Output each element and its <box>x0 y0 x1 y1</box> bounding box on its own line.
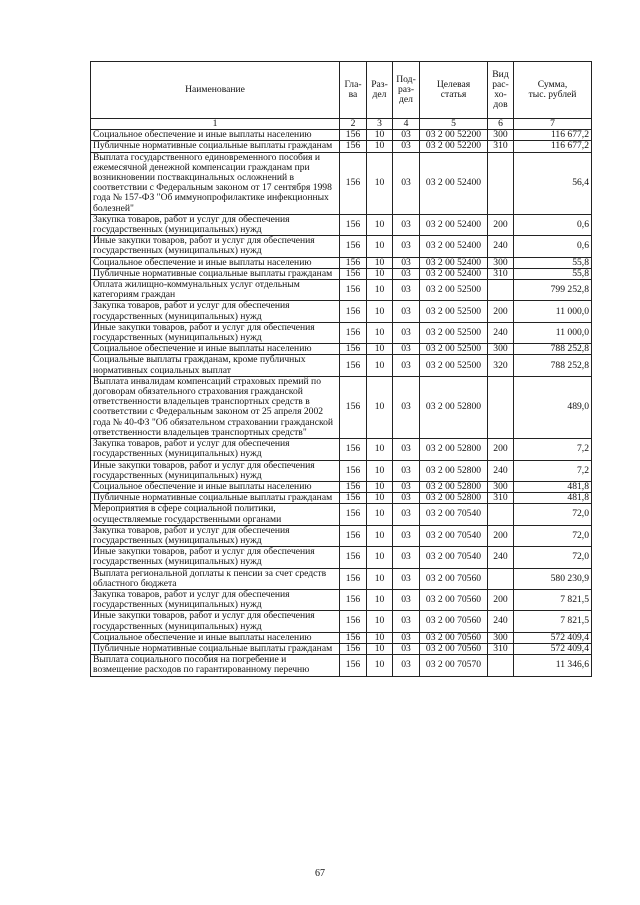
cell-razdel: 10 <box>367 589 393 610</box>
cell-podrazdel: 03 <box>393 280 420 301</box>
cell-summa: 788 252,8 <box>514 355 592 376</box>
cell-summa: 7,2 <box>514 439 592 460</box>
cell-vid: 320 <box>488 355 514 376</box>
column-number: 3 <box>367 119 393 130</box>
header-summa: Сумма, тыс. рублей <box>514 62 592 119</box>
cell-vid: 300 <box>488 344 514 355</box>
cell-razdel: 10 <box>367 152 393 214</box>
header-row <box>91 62 592 119</box>
cell-glava: 156 <box>340 257 367 268</box>
column-number: 2 <box>340 119 367 130</box>
cell-summa: 72,0 <box>514 547 592 568</box>
cell-summa: 72,0 <box>514 525 592 546</box>
cell-podrazdel: 03 <box>393 611 420 632</box>
cell-name: Публичные нормативные социальные выплаты гражданам <box>91 493 340 504</box>
cell-summa: 11 346,6 <box>514 655 592 676</box>
table-row <box>91 460 592 481</box>
cell-statya: 03 2 00 52800 <box>420 460 488 481</box>
cell-glava: 156 <box>340 141 367 152</box>
cell-podrazdel: 03 <box>393 589 420 610</box>
table-row <box>91 439 592 460</box>
cell-glava: 156 <box>340 130 367 141</box>
cell-vid: 310 <box>488 141 514 152</box>
cell-vid: 200 <box>488 214 514 235</box>
cell-glava: 156 <box>340 643 367 654</box>
cell-podrazdel: 03 <box>393 439 420 460</box>
cell-summa: 799 252,8 <box>514 280 592 301</box>
cell-name: Социальное обеспечение и иные выплаты населению <box>91 344 340 355</box>
cell-summa: 7 821,5 <box>514 611 592 632</box>
cell-summa: 11 000,0 <box>514 301 592 322</box>
cell-summa: 489,0 <box>514 376 592 438</box>
cell-statya: 03 2 00 52500 <box>420 280 488 301</box>
cell-podrazdel: 03 <box>393 152 420 214</box>
cell-statya: 03 2 00 70560 <box>420 632 488 643</box>
table-row <box>91 322 592 343</box>
cell-podrazdel: 03 <box>393 344 420 355</box>
cell-summa: 55,8 <box>514 268 592 279</box>
column-number: 1 <box>91 119 340 130</box>
column-number: 4 <box>393 119 420 130</box>
cell-razdel: 10 <box>367 301 393 322</box>
cell-vid: 240 <box>488 611 514 632</box>
table-row <box>91 493 592 504</box>
cell-glava: 156 <box>340 236 367 257</box>
cell-razdel: 10 <box>367 236 393 257</box>
cell-glava: 156 <box>340 632 367 643</box>
cell-name: Мероприятия в сфере социальной политики, осуществляемые государственными органами <box>91 504 340 525</box>
cell-vid: 310 <box>488 493 514 504</box>
cell-summa: 116 677,2 <box>514 141 592 152</box>
cell-glava: 156 <box>340 344 367 355</box>
table-row <box>91 301 592 322</box>
budget-table <box>90 61 592 677</box>
cell-glava: 156 <box>340 439 367 460</box>
cell-vid: 300 <box>488 130 514 141</box>
cell-statya: 03 2 00 70560 <box>420 568 488 589</box>
cell-podrazdel: 03 <box>393 214 420 235</box>
header-statya: Целевая статья <box>420 62 488 119</box>
cell-vid: 200 <box>488 525 514 546</box>
cell-vid: 200 <box>488 589 514 610</box>
column-number: 6 <box>488 119 514 130</box>
cell-vid: 200 <box>488 301 514 322</box>
cell-podrazdel: 03 <box>393 460 420 481</box>
cell-vid: 240 <box>488 322 514 343</box>
cell-razdel: 10 <box>367 568 393 589</box>
table-row <box>91 589 592 610</box>
table-row <box>91 655 592 676</box>
cell-name: Иные закупки товаров, работ и услуг для обеспечения государственных (муниципальных) нужд <box>91 322 340 343</box>
table-row <box>91 355 592 376</box>
cell-name: Публичные нормативные социальные выплаты гражданам <box>91 141 340 152</box>
cell-statya: 03 2 00 52500 <box>420 344 488 355</box>
cell-glava: 156 <box>340 214 367 235</box>
cell-razdel: 10 <box>367 504 393 525</box>
cell-glava: 156 <box>340 355 367 376</box>
cell-name: Публичные нормативные социальные выплаты гражданам <box>91 268 340 279</box>
cell-name: Выплата региональной доплаты к пенсии за счет средств областного бюджета <box>91 568 340 589</box>
cell-summa: 572 409,4 <box>514 643 592 654</box>
table-row <box>91 268 592 279</box>
cell-razdel: 10 <box>367 322 393 343</box>
cell-razdel: 10 <box>367 280 393 301</box>
cell-glava: 156 <box>340 301 367 322</box>
cell-vid: 240 <box>488 236 514 257</box>
cell-podrazdel: 03 <box>393 632 420 643</box>
cell-glava: 156 <box>340 525 367 546</box>
cell-statya: 03 2 00 52500 <box>420 301 488 322</box>
cell-glava: 156 <box>340 655 367 676</box>
cell-statya: 03 2 00 70560 <box>420 589 488 610</box>
cell-summa: 56,4 <box>514 152 592 214</box>
cell-name: Иные закупки товаров, работ и услуг для обеспечения государственных (муниципальных) нужд <box>91 236 340 257</box>
cell-razdel: 10 <box>367 493 393 504</box>
table-row <box>91 481 592 492</box>
cell-glava: 156 <box>340 504 367 525</box>
cell-summa: 116 677,2 <box>514 130 592 141</box>
cell-podrazdel: 03 <box>393 301 420 322</box>
table-row <box>91 611 592 632</box>
cell-podrazdel: 03 <box>393 257 420 268</box>
cell-name: Выплата государственного единовременного пособия и ежемесячной денежной компенсации гражданам при возникновении поствакцинальных осложнений в соответствии с Федеральным законом от 17 сентября 1998 года № 157-ФЗ "Об иммунопрофилактике инфекционных болезней" <box>91 152 340 214</box>
cell-razdel: 10 <box>367 632 393 643</box>
table-body <box>91 130 592 676</box>
table-row <box>91 152 592 214</box>
cell-statya: 03 2 00 70570 <box>420 655 488 676</box>
cell-statya: 03 2 00 52200 <box>420 141 488 152</box>
cell-name: Закупка товаров, работ и услуг для обеспечения государственных (муниципальных) нужд <box>91 439 340 460</box>
column-number: 5 <box>420 119 488 130</box>
cell-podrazdel: 03 <box>393 236 420 257</box>
cell-glava: 156 <box>340 481 367 492</box>
cell-razdel: 10 <box>367 655 393 676</box>
cell-razdel: 10 <box>367 525 393 546</box>
cell-name: Закупка товаров, работ и услуг для обеспечения государственных (муниципальных) нужд <box>91 525 340 546</box>
cell-statya: 03 2 00 52500 <box>420 322 488 343</box>
cell-razdel: 10 <box>367 268 393 279</box>
cell-statya: 03 2 00 70560 <box>420 611 488 632</box>
cell-glava: 156 <box>340 152 367 214</box>
cell-glava: 156 <box>340 493 367 504</box>
cell-summa: 72,0 <box>514 504 592 525</box>
cell-podrazdel: 03 <box>393 568 420 589</box>
cell-statya: 03 2 00 70540 <box>420 504 488 525</box>
cell-name: Социальное обеспечение и иные выплаты населению <box>91 130 340 141</box>
cell-summa: 481,8 <box>514 493 592 504</box>
cell-vid: 300 <box>488 257 514 268</box>
cell-razdel: 10 <box>367 643 393 654</box>
cell-vid: 310 <box>488 643 514 654</box>
column-number: 7 <box>514 119 592 130</box>
header-vid: Вид рас- хо- дов <box>488 62 514 119</box>
cell-summa: 0,6 <box>514 236 592 257</box>
cell-razdel: 10 <box>367 376 393 438</box>
header-glava: Гла- ва <box>340 62 367 119</box>
cell-statya: 03 2 00 52200 <box>420 130 488 141</box>
cell-vid: 310 <box>488 268 514 279</box>
cell-razdel: 10 <box>367 344 393 355</box>
header-podrazdel: Под- раз- дел <box>393 62 420 119</box>
cell-razdel: 10 <box>367 130 393 141</box>
cell-razdel: 10 <box>367 141 393 152</box>
cell-name: Иные закупки товаров, работ и услуг для обеспечения государственных (муниципальных) нужд <box>91 611 340 632</box>
cell-razdel: 10 <box>367 257 393 268</box>
cell-glava: 156 <box>340 280 367 301</box>
cell-podrazdel: 03 <box>393 268 420 279</box>
cell-vid: 200 <box>488 439 514 460</box>
cell-vid <box>488 152 514 214</box>
cell-glava: 156 <box>340 376 367 438</box>
column-number-row <box>91 119 592 130</box>
table-row <box>91 632 592 643</box>
cell-statya: 03 2 00 52800 <box>420 439 488 460</box>
cell-name: Социальное обеспечение и иные выплаты населению <box>91 257 340 268</box>
cell-glava: 156 <box>340 322 367 343</box>
cell-statya: 03 2 00 52500 <box>420 355 488 376</box>
table-row <box>91 547 592 568</box>
cell-vid <box>488 376 514 438</box>
cell-podrazdel: 03 <box>393 643 420 654</box>
cell-vid <box>488 280 514 301</box>
cell-glava: 156 <box>340 547 367 568</box>
cell-name: Социальное обеспечение и иные выплаты населению <box>91 481 340 492</box>
cell-name: Закупка товаров, работ и услуг для обеспечения государственных (муниципальных) нужд <box>91 589 340 610</box>
cell-statya: 03 2 00 52400 <box>420 236 488 257</box>
header-razdel: Раз- дел <box>367 62 393 119</box>
cell-summa: 7,2 <box>514 460 592 481</box>
cell-name: Закупка товаров, работ и услуг для обеспечения государственных (муниципальных) нужд <box>91 214 340 235</box>
cell-razdel: 10 <box>367 481 393 492</box>
cell-podrazdel: 03 <box>393 376 420 438</box>
cell-statya: 03 2 00 52400 <box>420 214 488 235</box>
cell-vid: 300 <box>488 632 514 643</box>
cell-podrazdel: 03 <box>393 355 420 376</box>
cell-glava: 156 <box>340 611 367 632</box>
cell-podrazdel: 03 <box>393 547 420 568</box>
cell-summa: 788 252,8 <box>514 344 592 355</box>
cell-razdel: 10 <box>367 214 393 235</box>
cell-name: Публичные нормативные социальные выплаты гражданам <box>91 643 340 654</box>
cell-razdel: 10 <box>367 611 393 632</box>
table-row <box>91 568 592 589</box>
table-row <box>91 141 592 152</box>
cell-statya: 03 2 00 52400 <box>420 257 488 268</box>
cell-name: Иные закупки товаров, работ и услуг для обеспечения государственных (муниципальных) нужд <box>91 460 340 481</box>
table-row <box>91 504 592 525</box>
table-row <box>91 214 592 235</box>
cell-statya: 03 2 00 52800 <box>420 376 488 438</box>
cell-vid <box>488 568 514 589</box>
cell-summa: 481,8 <box>514 481 592 492</box>
table-row <box>91 525 592 546</box>
cell-vid <box>488 504 514 525</box>
cell-razdel: 10 <box>367 439 393 460</box>
cell-podrazdel: 03 <box>393 655 420 676</box>
cell-vid <box>488 655 514 676</box>
cell-name: Выплата социального пособия на погребение и возмещение расходов по гарантированному перечню <box>91 655 340 676</box>
cell-summa: 7 821,5 <box>514 589 592 610</box>
cell-razdel: 10 <box>367 547 393 568</box>
cell-glava: 156 <box>340 460 367 481</box>
cell-summa: 580 230,9 <box>514 568 592 589</box>
cell-glava: 156 <box>340 268 367 279</box>
cell-statya: 03 2 00 52400 <box>420 268 488 279</box>
cell-podrazdel: 03 <box>393 322 420 343</box>
table-row <box>91 257 592 268</box>
header-name: Наименование <box>91 62 340 119</box>
cell-vid: 240 <box>488 460 514 481</box>
cell-summa: 11 000,0 <box>514 322 592 343</box>
cell-glava: 156 <box>340 589 367 610</box>
table-row <box>91 130 592 141</box>
cell-summa: 55,8 <box>514 257 592 268</box>
cell-name: Закупка товаров, работ и услуг для обеспечения государственных (муниципальных) нужд <box>91 301 340 322</box>
cell-name: Социальное обеспечение и иные выплаты населению <box>91 632 340 643</box>
table-row <box>91 643 592 654</box>
cell-summa: 572 409,4 <box>514 632 592 643</box>
cell-name: Оплата жилищно-коммунальных услуг отдельным категориям граждан <box>91 280 340 301</box>
cell-podrazdel: 03 <box>393 130 420 141</box>
cell-statya: 03 2 00 70560 <box>420 643 488 654</box>
cell-glava: 156 <box>340 568 367 589</box>
cell-vid: 240 <box>488 547 514 568</box>
cell-razdel: 10 <box>367 355 393 376</box>
cell-statya: 03 2 00 70540 <box>420 525 488 546</box>
cell-statya: 03 2 00 52400 <box>420 152 488 214</box>
cell-statya: 03 2 00 70540 <box>420 547 488 568</box>
cell-name: Выплата инвалидам компенсаций страховых премий по договорам обязательного страхования гражданской ответственности владельцев транспортных средств в соответствии с Федеральным законом от 25 апреля 2002 года № 40-ФЗ "Об обязательном страховании гражданской ответственности владельцев транспортных средств" <box>91 376 340 438</box>
cell-statya: 03 2 00 52800 <box>420 481 488 492</box>
cell-name: Социальные выплаты гражданам, кроме публичных нормативных социальных выплат <box>91 355 340 376</box>
table-row <box>91 280 592 301</box>
page-number: 67 <box>315 868 325 879</box>
table-row <box>91 344 592 355</box>
cell-name: Иные закупки товаров, работ и услуг для обеспечения государственных (муниципальных) нужд <box>91 547 340 568</box>
cell-statya: 03 2 00 52800 <box>420 493 488 504</box>
cell-podrazdel: 03 <box>393 141 420 152</box>
cell-podrazdel: 03 <box>393 481 420 492</box>
cell-summa: 0,6 <box>514 214 592 235</box>
table-row <box>91 376 592 438</box>
table-row <box>91 236 592 257</box>
cell-vid: 300 <box>488 481 514 492</box>
cell-podrazdel: 03 <box>393 493 420 504</box>
cell-podrazdel: 03 <box>393 525 420 546</box>
cell-razdel: 10 <box>367 460 393 481</box>
cell-podrazdel: 03 <box>393 504 420 525</box>
